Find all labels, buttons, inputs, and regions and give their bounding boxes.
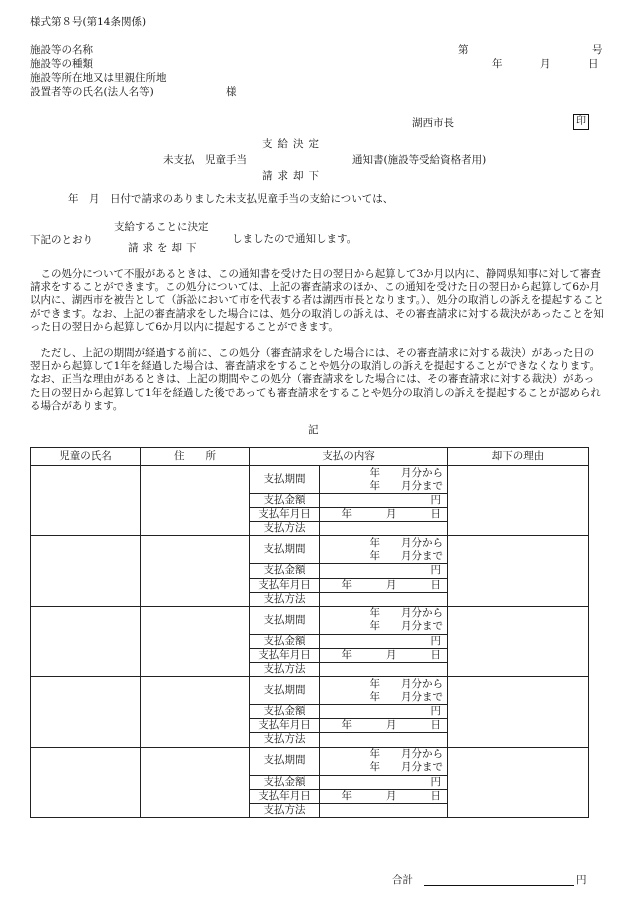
table-row xyxy=(31,536,589,564)
total-label: 合計 xyxy=(392,874,413,886)
period-from: 年 月分から xyxy=(369,466,443,479)
yen-unit: 円 xyxy=(430,705,441,718)
reject-reason-cell[interactable] xyxy=(448,677,589,747)
reject-reason-cell[interactable] xyxy=(448,606,589,676)
period-value[interactable] xyxy=(320,536,448,564)
sama-label: 様 xyxy=(226,86,237,98)
method-label: 支払方法 xyxy=(250,522,320,536)
amount-value[interactable] xyxy=(320,775,448,789)
date-year: 年 xyxy=(341,578,352,591)
date-value[interactable] xyxy=(320,648,448,662)
table-row xyxy=(31,466,589,494)
method-value[interactable] xyxy=(320,522,448,536)
period-to: 年 月分まで xyxy=(369,549,443,562)
date-day: 日 xyxy=(430,508,441,521)
period-from: 年 月分から xyxy=(369,536,443,549)
table-row xyxy=(31,677,589,705)
table-body xyxy=(31,466,589,818)
child-name-cell[interactable] xyxy=(31,466,141,536)
address-cell[interactable] xyxy=(141,606,250,676)
header-child-name: 児童の氏名 xyxy=(31,448,141,466)
reject-reason-cell[interactable] xyxy=(448,536,589,606)
date-label: 支払年月日 xyxy=(250,508,320,522)
date-day: 日 xyxy=(430,648,441,661)
yen-unit: 円 xyxy=(430,634,441,647)
date-label: 支払年月日 xyxy=(250,719,320,733)
table-row xyxy=(31,747,589,775)
method-value[interactable] xyxy=(320,592,448,606)
address-cell[interactable] xyxy=(141,466,250,536)
total-underline xyxy=(424,885,574,886)
doc-number-go: 号 xyxy=(592,44,603,56)
child-name-cell[interactable] xyxy=(31,677,141,747)
ki-heading: 記 xyxy=(308,424,319,436)
method-label: 支払方法 xyxy=(250,592,320,606)
intro-text: 年 月 日付で請求のありました未支払児童手当の支給については、 xyxy=(68,193,394,205)
method-value[interactable] xyxy=(320,803,448,817)
date-year: 年 xyxy=(341,719,352,732)
child-name-cell[interactable] xyxy=(31,747,141,817)
amount-label: 支払金額 xyxy=(250,705,320,719)
reject-reason-cell[interactable] xyxy=(448,466,589,536)
period-to: 年 月分まで xyxy=(369,620,443,633)
facility-name-label: 施設等の名称 xyxy=(30,44,93,56)
date-month: 月 xyxy=(386,719,397,732)
seal-box: 印 xyxy=(573,114,589,130)
date-month: 月 xyxy=(386,648,397,661)
period-label: 支払期間 xyxy=(250,747,320,775)
date-value[interactable] xyxy=(320,719,448,733)
period-label: 支払期間 xyxy=(250,466,320,494)
payment-table xyxy=(30,447,589,818)
date-label: 支払年月日 xyxy=(250,789,320,803)
date-day: 日 xyxy=(430,789,441,802)
title-option-decision: 支給決定 xyxy=(262,138,324,150)
period-value[interactable] xyxy=(320,677,448,705)
address-cell[interactable] xyxy=(141,536,250,606)
date-year: 年 xyxy=(341,789,352,802)
title-option-reject: 請求却下 xyxy=(262,170,324,182)
method-label: 支払方法 xyxy=(250,733,320,747)
reject-reason-cell[interactable] xyxy=(448,747,589,817)
amount-value[interactable] xyxy=(320,564,448,578)
date-month: 月 xyxy=(386,578,397,591)
period-value[interactable] xyxy=(320,466,448,494)
method-value[interactable] xyxy=(320,663,448,677)
facility-address-label: 施設等所在地又は里親住所地 xyxy=(30,72,167,84)
founder-name-row xyxy=(30,86,237,100)
date-month: 月 xyxy=(386,508,397,521)
doc-number-dai: 第 xyxy=(458,44,469,56)
doc-date-day: 日 xyxy=(588,58,599,70)
decision-option-reject: 請求を却下 xyxy=(128,242,201,254)
period-label: 支払期間 xyxy=(250,677,320,705)
decision-option-approve: 支給することに決定 xyxy=(114,221,209,233)
child-name-cell[interactable] xyxy=(31,536,141,606)
date-month: 月 xyxy=(386,789,397,802)
amount-label: 支払金額 xyxy=(250,494,320,508)
child-name-cell[interactable] xyxy=(31,606,141,676)
period-value[interactable] xyxy=(320,747,448,775)
doc-date-year: 年 xyxy=(492,58,503,70)
period-from: 年 月分から xyxy=(369,748,443,760)
date-day: 日 xyxy=(430,719,441,732)
method-label: 支払方法 xyxy=(250,803,320,817)
doc-date-month: 月 xyxy=(540,58,551,70)
method-label: 支払方法 xyxy=(250,663,320,677)
table-header-row xyxy=(31,448,589,466)
amount-value[interactable] xyxy=(320,494,448,508)
period-value[interactable] xyxy=(320,606,448,634)
title-middle: 未支払 児童手当 xyxy=(163,154,247,166)
amount-label: 支払金額 xyxy=(250,564,320,578)
amount-label: 支払金額 xyxy=(250,775,320,789)
yen-unit: 円 xyxy=(430,775,441,788)
date-label: 支払年月日 xyxy=(250,648,320,662)
date-value[interactable] xyxy=(320,789,448,803)
form-number: 様式第８号(第14条関係) xyxy=(30,16,147,28)
total-yen: 円 xyxy=(576,874,587,886)
period-from: 年 月分から xyxy=(369,677,443,690)
founder-name-label: 設置者等の氏名(法人名等) xyxy=(30,86,154,98)
amount-value[interactable] xyxy=(320,705,448,719)
date-value[interactable] xyxy=(320,508,448,522)
table-row xyxy=(31,606,589,634)
date-value[interactable] xyxy=(320,578,448,592)
facility-type-label: 施設等の種類 xyxy=(30,58,93,70)
decision-left: 下記のとおり xyxy=(30,234,93,246)
header-address: 住 所 xyxy=(141,448,250,466)
method-value[interactable] xyxy=(320,733,448,747)
period-to: 年 月分まで xyxy=(369,761,443,773)
header-payment-content: 支払の内容 xyxy=(250,448,448,466)
period-from: 年 月分から xyxy=(369,607,443,620)
period-to: 年 月分まで xyxy=(369,479,443,492)
address-cell[interactable] xyxy=(141,677,250,747)
date-year: 年 xyxy=(341,508,352,521)
yen-unit: 円 xyxy=(430,494,441,506)
address-cell[interactable] xyxy=(141,747,250,817)
period-label: 支払期間 xyxy=(250,536,320,564)
title-suffix: 通知書(施設等受給資格者用) xyxy=(352,154,487,166)
date-day: 日 xyxy=(430,578,441,591)
issuer-mayor: 湖西市長 xyxy=(412,117,454,129)
date-label: 支払年月日 xyxy=(250,578,320,592)
yen-unit: 円 xyxy=(430,564,441,577)
date-year: 年 xyxy=(341,648,352,661)
header-reject-reason: 却下の理由 xyxy=(448,448,589,466)
period-to: 年 月分まで xyxy=(369,690,443,703)
decision-right: しましたので通知します。 xyxy=(232,233,358,245)
appeal-paragraph-1: この処分について不服があるときは、この通知書を受けた日の翌日から起算して3か月以内に、静岡県知事に対して審査請求をすることができます。この処分については、上記の審査請求のほか、この通知を受けた日の翌日から起算して6か月以内に、湖西市を被告として（訴訟において市を代表する者は湖西市長となります。）、処分の取消しの訴えを提起することができます。なお、上記の審査請求をした場合には、処分の取消しの訴えは、その審査請求に対する裁決があったことを知った日の翌日から起算して6か月以内に提起することができます。 xyxy=(30,268,604,333)
appeal-paragraph-2: ただし、上記の期間が経過する前に、この処分（審査請求をした場合には、その審査請求に対する裁決）があった日の翌日から起算して1年を経過した場合は、審査請求をすることや処分の取消しの訴えを提起することができなくなります。なお、正当な理由があるときは、上記の期間やこの処分（審査請求をした場合には、その審査請求に対する裁決）があった日の翌日から起算して1年を経過した後であっても審査請求をすることや処分の取消しの訴えを提起することが認められる場合があります。 xyxy=(30,347,601,412)
addressee-block xyxy=(30,44,237,100)
amount-value[interactable] xyxy=(320,634,448,648)
period-label: 支払期間 xyxy=(250,606,320,634)
amount-label: 支払金額 xyxy=(250,634,320,648)
